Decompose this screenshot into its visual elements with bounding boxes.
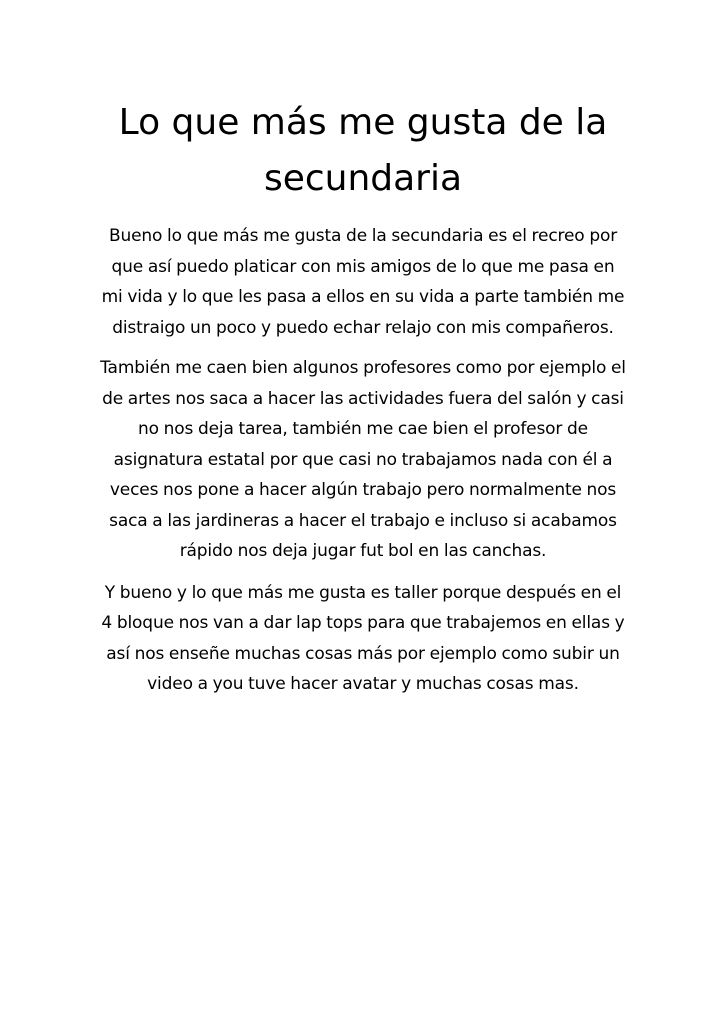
document-title: Lo que más me gusta de la secundaria xyxy=(118,102,608,199)
paragraph-profesores: También me caen bien algunos profesores como por ejemplo el de artes nos saca a hacer las actividades fuera del salón y casi no nos deja tarea, también me cae bien el profesor de asignatura estatal por que casi no trabajamos nada con él a veces nos pone a hacer algún trabajo pero normalmente nos saca a las jardineras a hacer el trabajo e incluso si acabamos rápido nos deja jugar fut bol en las canchas. xyxy=(100,358,626,561)
document-content xyxy=(100,95,626,700)
paragraph-taller: Y bueno y lo que más me gusta es taller porque después en el 4 bloque nos van a dar lap tops para que trabajemos en ellas y así nos enseñe muchas cosas más por ejemplo como subir un video a you tuve hacer avatar y muchas cosas mas. xyxy=(101,582,625,694)
paragraph-recreo: Bueno lo que más me gusta de la secundaria es el recreo por que así puedo platicar con mis amigos de lo que me pasa en mi vida y lo que les pasa a ellos en su vida a parte también me distraigo un poco y puedo echar relajo con mis compañeros. xyxy=(101,226,625,338)
